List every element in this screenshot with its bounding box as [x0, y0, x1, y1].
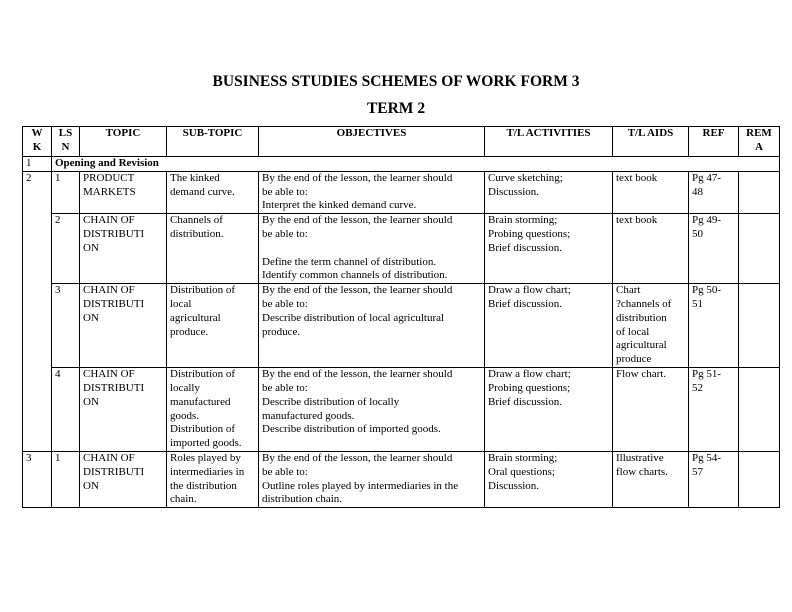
scheme-of-work-table	[22, 126, 780, 508]
objectives-cell: By the end of the lesson, the learner should be able to: Define the term channel of distribution. Identify common channels of distribution.	[259, 214, 485, 284]
opening-revision-cell: Opening and Revision	[52, 157, 780, 172]
document-title: BUSINESS STUDIES SCHEMES OF WORK FORM 3	[212, 73, 580, 90]
subtopic-cell: Channels of distribution.	[167, 214, 259, 284]
table-row-week-1	[23, 157, 780, 172]
table-row	[23, 284, 780, 368]
table-row	[23, 214, 780, 284]
lsn-cell: 4	[52, 368, 80, 452]
ref-cell: Pg 50- 51	[689, 284, 739, 368]
term-heading: TERM 2	[366, 100, 426, 117]
activities-cell: Brain storming; Probing questions; Brief discussion.	[485, 214, 613, 284]
ref-cell: Pg 51- 52	[689, 368, 739, 452]
subtopic-cell: Distribution of local agricultural produce.	[167, 284, 259, 368]
rem-cell	[739, 284, 780, 368]
week-cell: 2	[23, 171, 52, 451]
objectives-cell: By the end of the lesson, the learner should be able to: Describe distribution of local agricultural produce.	[259, 284, 485, 368]
activities-cell: Curve sketching; Discussion.	[485, 171, 613, 213]
aids-cell: Flow chart.	[613, 368, 689, 452]
lsn-cell: 3	[52, 284, 80, 368]
rem-cell	[739, 368, 780, 452]
rem-cell	[739, 171, 780, 213]
subtopic-cell: Distribution of locally manufactured goods. Distribution of imported goods.	[167, 368, 259, 452]
topic-cell: CHAIN OF DISTRIBUTI ON	[80, 451, 167, 507]
header-subtopic: SUB-TOPIC	[167, 127, 259, 157]
lsn-cell: 1	[52, 451, 80, 507]
table-row	[23, 368, 780, 452]
ref-cell: Pg 49- 50	[689, 214, 739, 284]
ref-cell: Pg 47- 48	[689, 171, 739, 213]
header-remarks: REM A	[739, 127, 780, 157]
week-cell: 1	[23, 157, 52, 172]
objectives-cell: By the end of the lesson, the learner should be able to: Describe distribution of locally manufactured goods. Describe distribution of imported goods.	[259, 368, 485, 452]
lsn-cell: 2	[52, 214, 80, 284]
rem-cell	[739, 451, 780, 507]
aids-cell: Illustrative flow charts.	[613, 451, 689, 507]
objectives-cell: By the end of the lesson, the learner should be able to: Outline roles played by intermediaries in the distribution chain.	[259, 451, 485, 507]
header-topic: TOPIC	[80, 127, 167, 157]
topic-cell: PRODUCT MARKETS	[80, 171, 167, 213]
topic-cell: CHAIN OF DISTRIBUTI ON	[80, 214, 167, 284]
subtopic-cell: The kinked demand curve.	[167, 171, 259, 213]
activities-cell: Draw a flow chart; Brief discussion.	[485, 284, 613, 368]
table-row	[23, 451, 780, 507]
subtopic-cell: Roles played by intermediaries in the distribution chain.	[167, 451, 259, 507]
table-row	[23, 171, 780, 213]
ref-cell: Pg 54- 57	[689, 451, 739, 507]
header-ref: REF	[689, 127, 739, 157]
header-aids: T/L AIDS	[613, 127, 689, 157]
aids-cell: text book	[613, 214, 689, 284]
rem-cell	[739, 214, 780, 284]
activities-cell: Draw a flow chart; Probing questions; Brief discussion.	[485, 368, 613, 452]
objectives-cell: By the end of the lesson, the learner should be able to: Interpret the kinked demand curve.	[259, 171, 485, 213]
header-lsn: LS N	[52, 127, 80, 157]
week-cell: 3	[23, 451, 52, 507]
aids-cell: text book	[613, 171, 689, 213]
header-activities: T/L ACTIVITIES	[485, 127, 613, 157]
lsn-cell: 1	[52, 171, 80, 213]
topic-cell: CHAIN OF DISTRIBUTI ON	[80, 284, 167, 368]
header-row	[23, 127, 780, 157]
topic-cell: CHAIN OF DISTRIBUTI ON	[80, 368, 167, 452]
header-objectives: OBJECTIVES	[259, 127, 485, 157]
header-wk: W K	[23, 127, 52, 157]
activities-cell: Brain storming; Oral questions; Discussion.	[485, 451, 613, 507]
aids-cell: Chart ?channels of distribution of local agricultural produce	[613, 284, 689, 368]
